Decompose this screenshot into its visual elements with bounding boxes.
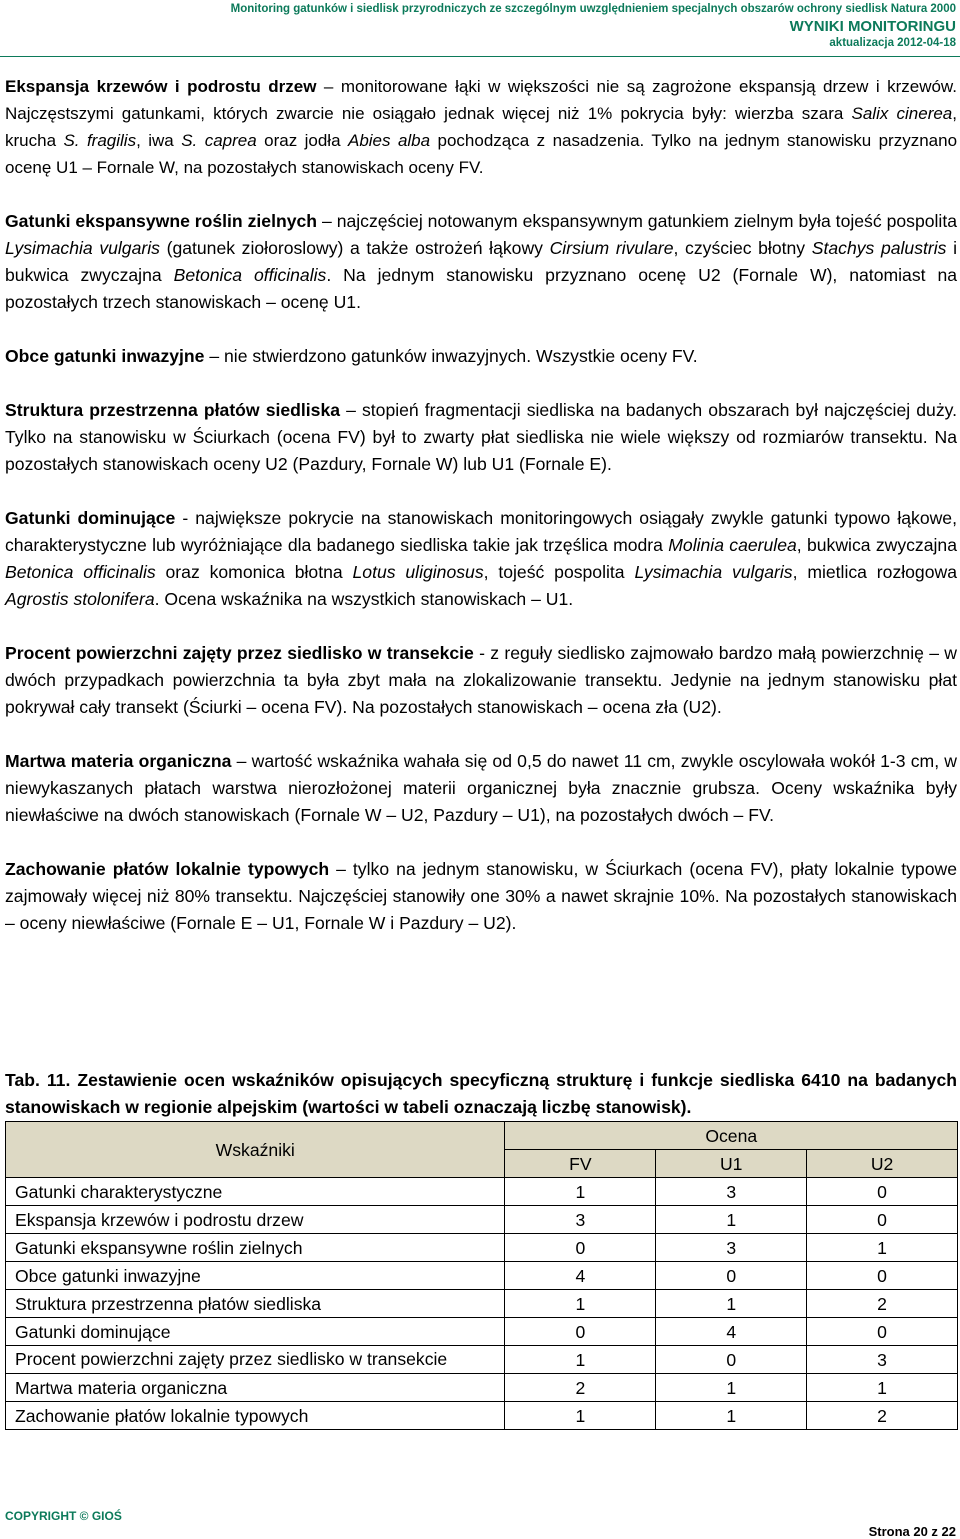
body-text-run: , mietlica rozłogowa (792, 562, 957, 582)
table-row (6, 1178, 958, 1206)
table-body (6, 1178, 958, 1430)
body-text-run: , krucha (5, 104, 957, 150)
count-cell-u2: 2 (807, 1402, 958, 1430)
table-row (6, 1374, 958, 1402)
indicator-name-cell: Gatunki charakterystyczne (6, 1178, 505, 1206)
paragraph-shrub-expansion (5, 73, 957, 181)
page-header (231, 2, 956, 50)
table-header-assessment: Ocena (505, 1122, 958, 1150)
indicator-name-cell: Gatunki ekspansywne roślin zielnych (6, 1234, 505, 1262)
table-row (6, 1234, 958, 1262)
bold-heading-text: Struktura przestrzenna płatów siedliska (5, 400, 341, 420)
count-cell-fv: 1 (505, 1346, 656, 1374)
bold-heading-text: Procent powierzchni zajęty przez siedlisko w transekcie (5, 643, 474, 663)
count-cell-u2: 0 (807, 1262, 958, 1290)
body-text-run: – tylko na jednym stanowisku, w Ściurkach (ocena FV), płaty lokalnie typowe zajmowały więcej niż 80% transektu. Najczęściej stanowiły one 30% a nawet skrajnie 10%. Na pozostałych stanowiskach – oceny niewłaściwe (Fornale E – U1, Fornale W i Pazdury – U2). (5, 859, 957, 933)
bold-heading-text: Gatunki dominujące (5, 508, 176, 528)
body-text-run: oraz jodła (256, 131, 348, 150)
table-row (6, 1318, 958, 1346)
indicator-name-cell: Procent powierzchni zajęty przez siedlisko w transekcie (6, 1346, 505, 1374)
bold-heading-text: Ekspansja krzewów i podrostu drzew (5, 77, 317, 96)
body-text-run: , czyściec błotny (673, 238, 812, 258)
table-row (6, 1402, 958, 1430)
paragraph-habitat-coverage (5, 640, 957, 721)
latin-species-name: Betonica officinalis (5, 562, 156, 582)
count-cell-fv: 4 (505, 1262, 656, 1290)
body-text-run: . Na jednym stanowisku przyznano ocenę U2 (Fornale W), natomiast na pozostałych trzech stanowiskach – ocenę U1. (5, 265, 958, 312)
latin-species-name: Agrostis stolonifera (5, 589, 155, 609)
latin-species-name: Stachys palustris (811, 238, 947, 258)
count-cell-u1: 1 (656, 1402, 807, 1430)
bold-heading-text: Obce gatunki inwazyjne (5, 346, 205, 366)
table-header-fv: FV (505, 1150, 656, 1178)
count-cell-u1: 3 (656, 1234, 807, 1262)
header-project-title: Monitoring gatunków i siedlisk przyrodniczych ze szczególnym uwzględnieniem specjalnych obszarów ochrony siedlisk Natura 2000 (230, 3, 956, 15)
count-cell-fv: 3 (505, 1206, 656, 1234)
table-caption: Tab. 11. Zestawienie ocen wskaźników opisujących specyficzną strukturę i funkcje siedliska 6410 na badanych stanowiskach w regionie alpejskim (wartości w tabeli oznaczają liczbę stanowisk). (5, 1070, 957, 1117)
body-text-run: i bukwica zwyczajna (5, 238, 958, 285)
count-cell-fv: 0 (505, 1234, 656, 1262)
indicator-name-cell: Gatunki dominujące (6, 1318, 505, 1346)
body-text (5, 73, 957, 964)
body-text-run: (gatunek ziołoroslowy) a także ostrożeń łąkowy (159, 238, 550, 258)
paragraph-invasive-species (5, 343, 957, 370)
header-divider (0, 56, 960, 57)
paragraph-dominant-species (5, 505, 957, 613)
count-cell-u2: 0 (807, 1318, 958, 1346)
body-text-run: – nie stwierdzono gatunków inwazyjnych. Wszystkie oceny FV. (204, 346, 698, 366)
paragraph-typical-patches (5, 856, 957, 937)
table-header-indicators: Wskaźniki (6, 1122, 505, 1178)
header-update-date: aktualizacja 2012-04-18 (829, 37, 956, 49)
indicator-name-cell: Martwa materia organiczna (6, 1374, 505, 1402)
indicator-name-cell: Ekspansja krzewów i podrostu drzew (6, 1206, 505, 1234)
count-cell-u1: 1 (656, 1290, 807, 1318)
bold-heading-text: Zachowanie płatów lokalnie typowych (5, 859, 330, 879)
count-cell-u1: 0 (656, 1262, 807, 1290)
count-cell-u2: 1 (807, 1374, 958, 1402)
body-text-run: , tojeść pospolita (483, 562, 635, 582)
body-text-run: – wartość wskaźnika wahała się od 0,5 do nawet 11 cm, zwykle oscylowała wokół 1-3 cm, w niewykaszanych płatach warstwa nierozłożonej materii organicznej była znacznie grubsza. Oceny wskaźnika były niewłaściwe na dwóch stanowiskach (Fornale W – U2, Pazdury – U1), na pozostałych dwóch – FV. (5, 751, 957, 825)
latin-species-name: Abies alba (347, 131, 431, 150)
count-cell-fv: 1 (505, 1290, 656, 1318)
count-cell-u1: 4 (656, 1318, 807, 1346)
body-text-run: - z reguły siedlisko zajmowało bardzo małą powierzchnię – w dwóch przypadkach powierzchnia ta była zbyt mała na zlokalizowanie transektu. Jedynie na jednym stanowisku płat pokrywał cały transekt (Ściurki – ocena FV). Na pozostałych stanowiskach – ocena zła (U2). (5, 643, 957, 717)
indicator-name-cell: Struktura przestrzenna płatów siedliska (6, 1290, 505, 1318)
count-cell-u2: 0 (807, 1206, 958, 1234)
body-text-run: , bukwica zwyczajna (796, 535, 957, 555)
latin-species-name: Cirsium rivulare (549, 238, 674, 258)
table-header-u1: U1 (656, 1150, 807, 1178)
indicator-assessment-table (5, 1121, 958, 1430)
count-cell-u2: 3 (807, 1346, 958, 1374)
latin-species-name: Molinia caerulea (668, 535, 797, 555)
count-cell-u1: 0 (656, 1346, 807, 1374)
count-cell-fv: 2 (505, 1374, 656, 1402)
bold-heading-text: Martwa materia organiczna (5, 751, 232, 771)
table-row (6, 1262, 958, 1290)
latin-species-name: Lysimachia vulgaris (5, 238, 160, 258)
count-cell-u2: 2 (807, 1290, 958, 1318)
latin-species-name: S. fragilis (63, 131, 137, 150)
table-header-u2: U2 (807, 1150, 958, 1178)
paragraph-dead-organic-matter (5, 748, 957, 829)
bold-heading-text: Gatunki ekspansywne roślin zielnych (5, 211, 318, 231)
body-text-run: pochodząca z nasadzenia. Tylko na jednym stanowisku przyznano ocenę U1 – Fornale W, na pozostałych stanowiskach oceny FV. (5, 131, 958, 177)
body-text-run: oraz komonica błotna (155, 562, 353, 582)
count-cell-fv: 1 (505, 1402, 656, 1430)
body-text-run: , iwa (136, 131, 182, 150)
count-cell-fv: 1 (505, 1178, 656, 1206)
body-text-run: – najczęściej notowanym ekspansywnym gatunkiem zielnym była tojeść pospolita (317, 211, 958, 231)
indicator-name-cell: Zachowanie płatów lokalnie typowych (6, 1402, 505, 1430)
body-text-run: – stopień fragmentacji siedliska na badanych obszarach był najczęściej duży. Tylko na stanowisku w Ściurkach (ocena FV) był to zwarty płat siedliska nie wiele większy od rozmiarów transektu. Na pozostałych stanowiskach oceny U2 (Pazdury, Fornale W) lub U1 (Fornale E). (5, 400, 957, 474)
latin-species-name: S. caprea (181, 131, 257, 150)
table-row (6, 1346, 958, 1374)
count-cell-u1: 3 (656, 1178, 807, 1206)
paragraph-expansive-herbs (5, 208, 957, 316)
table-row (6, 1290, 958, 1318)
indicator-name-cell: Obce gatunki inwazyjne (6, 1262, 505, 1290)
count-cell-fv: 0 (505, 1318, 656, 1346)
count-cell-u1: 1 (656, 1206, 807, 1234)
count-cell-u2: 1 (807, 1234, 958, 1262)
footer-page-number: Strona 20 z 22 (868, 1524, 956, 1539)
paragraph-spatial-structure (5, 397, 957, 478)
footer-copyright: COPYRIGHT © GIOŚ (5, 1509, 122, 1523)
latin-species-name: Betonica officinalis (173, 265, 327, 285)
body-text-run: – monitorowane łąki w większości nie są zagrożone ekspansją drzew i krzewów. Najczęstszymi gatunkami, których zwarcie nie osiągało jednak więcej niż 1% pokrycia były: wierzba szara (5, 77, 957, 123)
header-section-title: WYNIKI MONITORINGU (789, 18, 956, 35)
table-row (6, 1206, 958, 1234)
latin-species-name: Lotus uliginosus (352, 562, 484, 582)
count-cell-u1: 1 (656, 1374, 807, 1402)
body-text-run: . Ocena wskaźnika na wszystkich stanowiskach – U1. (154, 589, 574, 609)
latin-species-name: Salix cinerea (851, 104, 953, 123)
body-text-run: - największe pokrycie na stanowiskach monitoringowych osiągały zwykle gatunki typowo łąkowe, charakterystyczne lub wyróżniające dla badanego siedliska takie jak trzęślica modra (5, 508, 957, 555)
count-cell-u2: 0 (807, 1178, 958, 1206)
latin-species-name: Lysimachia vulgaris (634, 562, 793, 582)
